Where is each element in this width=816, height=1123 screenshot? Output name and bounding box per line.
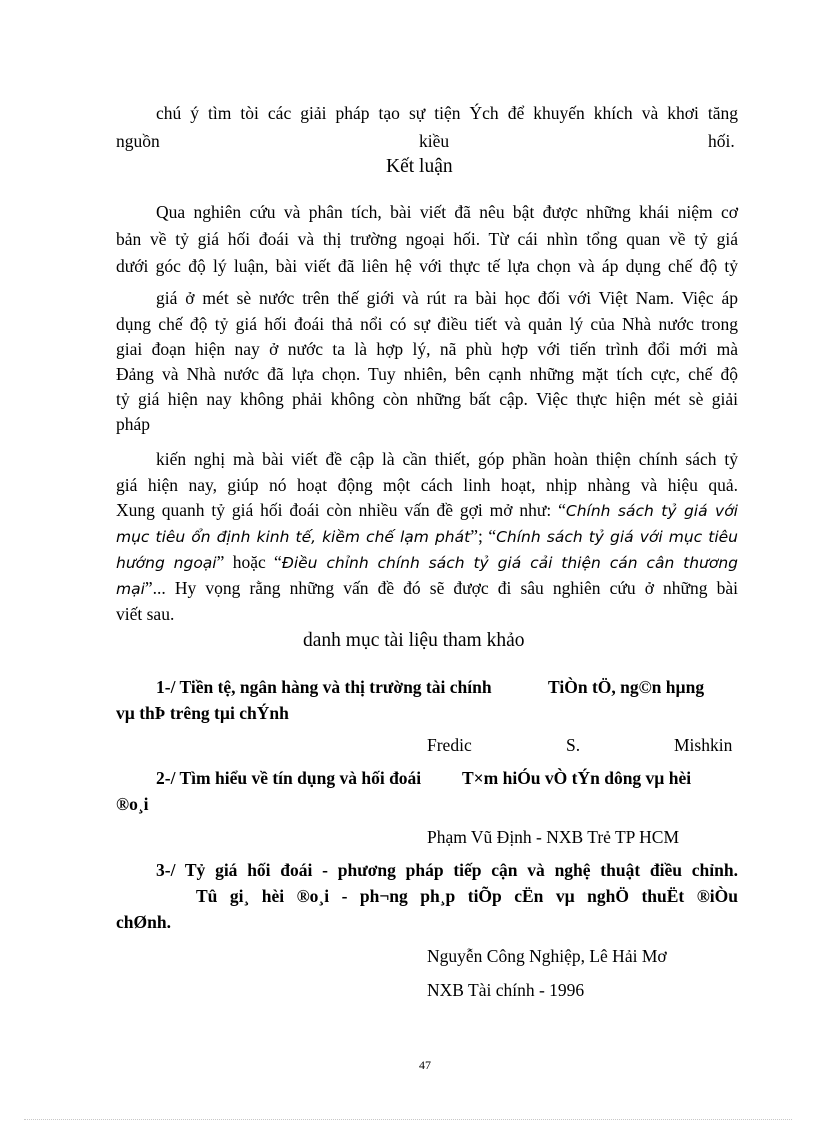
conclusion-p3-line-1: kiến nghị mà bài viết đề cập là cần thiết, góp phần hoàn thiện chính sách tỷ bbox=[156, 449, 738, 469]
page-number: 47 bbox=[419, 1058, 431, 1072]
ref-1-author-1: Fredic bbox=[427, 735, 472, 755]
conclusion-p2-line-2: dụng chế độ tỷ giá hối đoái thả nổi có sự điều tiết và quản lý của Nhà nước trong bbox=[116, 314, 738, 334]
p3-line-3-text: Xung quanh tỷ giá hối đoái còn nhiều vấn đề gợi mở như: “ bbox=[116, 500, 566, 520]
conclusion-p3-line-7: viết sau. bbox=[116, 604, 175, 624]
ref-3-publisher: NXB Tài chính - 1996 bbox=[427, 980, 585, 1000]
p3-line-5-italic: hướng ngoại bbox=[116, 554, 217, 572]
p3-line-4-italic: mục tiêu ổn định kinh tế, kiềm chế lạm phát bbox=[116, 528, 471, 546]
p3-line-5-italic-2: Điều chỉnh chính sách tỷ giá cải thiện cán cân thương bbox=[281, 554, 738, 572]
conclusion-p3-line-5 bbox=[116, 552, 738, 573]
page-bottom-divider bbox=[24, 1119, 792, 1120]
ref-1-garbled-a: TiÒn tÖ, ng©n hµng bbox=[548, 677, 705, 697]
conclusion-p2-line-4: Đảng và Nhà nước đã lựa chọn. Tuy nhiên, bên cạnh những mặt tích cực, chế độ bbox=[116, 364, 738, 384]
intro-line-1: chú ý tìm tòi các giải pháp tạo sự tiện Ých để khuyến khích và khơi tăng bbox=[156, 103, 738, 123]
conclusion-p2-line-6: pháp bbox=[116, 414, 151, 434]
ref-3-title: 3-/ Tỷ giá hối đoái - phương pháp tiếp cận và nghệ thuật điều chỉnh. bbox=[156, 860, 738, 880]
references-heading: danh mục tài liệu tham khảo bbox=[303, 630, 525, 651]
ref-2-garbled-a: T×m hiÓu vÒ tÝn dông vµ hèi bbox=[462, 768, 692, 788]
intro-word-nguon: nguồn bbox=[116, 131, 160, 151]
conclusion-p3-line-4 bbox=[116, 526, 738, 547]
ref-1-author-2: S. bbox=[566, 735, 581, 755]
ref-1-garbled-b: vµ thÞ trêng tµi chÝnh bbox=[116, 703, 289, 723]
conclusion-p3-line-2: giá hiện nay, giúp nó hoạt động một cách linh hoạt, nhịp nhàng và hiệu quả. bbox=[116, 475, 738, 495]
p3-line-6-text: ”... Hy vọng rằng những vấn đề đó sẽ được đi sâu nghiên cứu ở những bài bbox=[144, 578, 738, 598]
p3-line-5-text: ” hoặc “ bbox=[216, 552, 282, 572]
conclusion-heading: Kết luận bbox=[386, 156, 453, 177]
conclusion-p1-line-3: dưới góc độ lý luận, bài viết đã liên hệ với thực tế lựa chọn và áp dụng chế độ tỷ bbox=[116, 256, 738, 276]
ref-1-title: 1-/ Tiền tệ, ngân hàng và thị trường tài chính bbox=[156, 677, 492, 697]
ref-3-garbled-b: chØnh. bbox=[116, 912, 171, 932]
ref-2-title: 2-/ Tìm hiểu về tín dụng và hối đoái bbox=[156, 768, 422, 788]
ref-3-author: Nguyễn Công Nghiệp, Lê Hải Mơ bbox=[427, 946, 667, 966]
ref-2-garbled-b: ®o¸i bbox=[116, 794, 149, 814]
ref-1-author-3: Mishkin bbox=[674, 735, 733, 755]
conclusion-p2-line-5: tỷ giá hiện nay không phải không còn những bất cập. Việc thực hiện mét sè giải bbox=[116, 389, 738, 409]
conclusion-p2-line-1: giá ở mét sè nước trên thế giới và rút ra bài học đối với Việt Nam. Việc áp bbox=[156, 288, 738, 308]
intro-word-hoi: hối. bbox=[708, 131, 735, 151]
ref-2-author: Phạm Vũ Định - NXB Trẻ TP HCM bbox=[427, 827, 680, 847]
p3-line-4-italic-2: Chính sách tỷ giá với mục tiêu bbox=[496, 528, 738, 546]
ref-3-garbled-a: Tû gi¸ hèi ®o¸i - ph¬ng ph¸p tiÕp cËn vµ nghÖ thuËt ®iÒu bbox=[196, 886, 738, 906]
p3-line-6-italic: mại bbox=[116, 580, 145, 598]
p3-line-3-italic: Chính sách tỷ giá với bbox=[565, 502, 738, 520]
conclusion-p3-line-6 bbox=[116, 578, 738, 599]
conclusion-p3-line-3 bbox=[116, 500, 738, 521]
conclusion-p2-line-3: giai đoạn hiện nay ở nước ta là hợp lý, nã phù hợp với tiến trình đổi mới mà bbox=[116, 339, 738, 359]
intro-word-kieu: kiều bbox=[419, 131, 450, 151]
conclusion-p1-line-2: bản về tỷ giá hối đoái và thị trường ngoại hối. Từ cái nhìn tổng quan về tỷ giá bbox=[116, 229, 738, 249]
p3-line-4-text: ”; “ bbox=[470, 526, 497, 546]
conclusion-p1-line-1: Qua nghiên cứu và phân tích, bài viết đã nêu bật được những khái niệm cơ bbox=[156, 202, 738, 222]
